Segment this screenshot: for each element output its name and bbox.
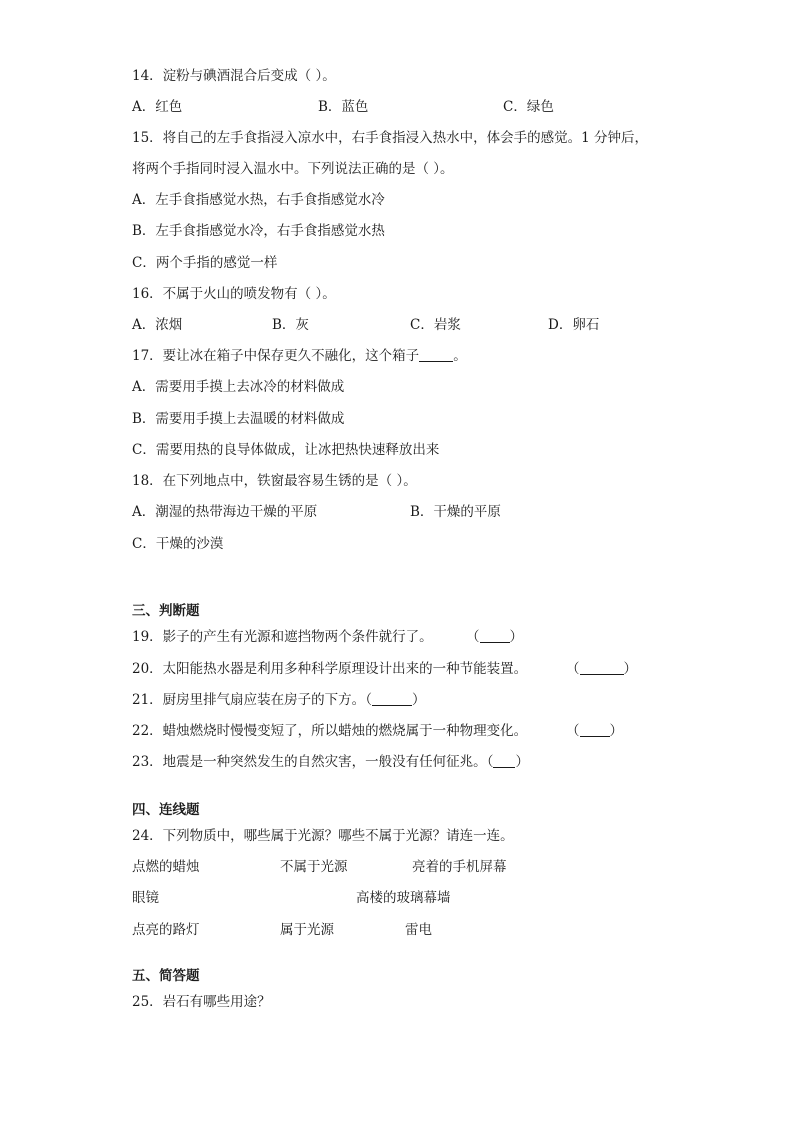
question-16-stem: 16．不属于火山的喷发物有（ ）。: [132, 286, 336, 302]
match-category[interactable]: 不属于光源: [280, 859, 348, 875]
match-item[interactable]: 点亮的路灯: [132, 922, 200, 938]
question-17-stem: 17．要让冰在箱子中保存更久不融化，这个箱子: [132, 348, 420, 364]
question-16-option-d: D．卵石: [548, 317, 600, 333]
match-item[interactable]: 高楼的玻璃幕墙: [356, 890, 451, 906]
question-15-option-b: B．左手食指感觉水冷，右手食指感觉水热: [132, 223, 385, 239]
question-15-option-c: C．两个手指的感觉一样: [132, 255, 278, 271]
section-title-judgment: 三、判断题: [132, 603, 200, 619]
question-15-stem-line1: 15．将自己的左手食指浸入凉水中，右手食指浸入热水中，体会手的感觉。1 分钟后，: [132, 130, 649, 146]
match-item[interactable]: 点燃的蜡烛: [132, 859, 200, 875]
question-19-answer: （ ）: [466, 629, 523, 645]
question-17-stem-end: 。: [453, 348, 467, 364]
question-23-line: 23．地震是一种突然发生的自然灾害，一般没有任何征兆。（ ）: [132, 754, 529, 770]
answer-blank[interactable]: [480, 628, 510, 643]
answer-blank[interactable]: [580, 660, 624, 675]
question-19-stem: 19．影子的产生有光源和遮挡物两个条件就行了。: [132, 629, 433, 645]
question-20-stem: 20．太阳能热水器是利用多种科学原理设计出来的一种节能装置。: [132, 661, 528, 677]
question-24-stem: 24．下列物质中，哪些属于光源？哪些不属于光源？请连一连。: [132, 828, 514, 844]
answer-blank[interactable]: [580, 722, 610, 737]
question-17-option-a: A．需要用手摸上去冰冷的材料做成: [132, 379, 345, 395]
question-18-option-a: A．潮湿的热带海边干燥的平原: [132, 504, 318, 520]
question-18-stem: 18．在下列地点中，铁窗最容易生锈的是（ ）。: [132, 473, 417, 489]
question-16-option-b: B．灰: [272, 317, 309, 333]
section-title-short-answer: 五、简答题: [132, 968, 200, 984]
question-21-stem: 21．厨房里排气扇应装在房子的下方。: [132, 692, 366, 708]
question-23-stem: 23．地震是一种突然发生的自然灾害，一般没有任何征兆。: [132, 754, 487, 770]
question-15-option-a: A．左手食指感觉水热，右手食指感觉水冷: [132, 192, 385, 208]
question-17-option-b: B．需要用手摸上去温暖的材料做成: [132, 411, 345, 427]
match-item[interactable]: 雷电: [405, 922, 432, 938]
question-25-stem: 25．岩石有哪些用途？: [132, 994, 271, 1010]
answer-blank[interactable]: [419, 347, 453, 362]
question-18-option-b: B．干燥的平原: [410, 504, 501, 520]
question-20-answer: （ ）: [566, 661, 637, 677]
question-14-option-b: B．蓝色: [318, 99, 369, 115]
section-title-matching: 四、连线题: [132, 802, 200, 818]
question-16-option-c: C．岩浆: [410, 317, 461, 333]
question-14-option-c: C．绿色: [503, 99, 554, 115]
match-item[interactable]: 眼镜: [132, 890, 159, 906]
question-17-stem-line: [132, 346, 467, 366]
match-category[interactable]: 属于光源: [280, 922, 334, 938]
question-17-option-c: C．需要用热的良导体做成，让冰把热快速释放出来: [132, 442, 440, 458]
question-18-option-c: C．干燥的沙漠: [132, 536, 224, 552]
answer-blank[interactable]: [372, 691, 412, 706]
question-16-option-a: A．浓烟: [132, 317, 183, 333]
question-21-line: 21．厨房里排气扇应装在房子的下方。（ ）: [132, 692, 426, 708]
question-14-option-a: A．红色: [132, 99, 183, 115]
question-22-answer: （ ）: [566, 723, 623, 739]
question-15-stem-line2: 将两个手指同时浸入温水中。下列说法正确的是（ ）。: [132, 161, 454, 177]
question-22-stem: 22．蜡烛燃烧时慢慢变短了，所以蜡烛的燃烧属于一种物理变化。: [132, 723, 528, 739]
match-item[interactable]: 亮着的手机屏幕: [412, 859, 507, 875]
question-14-stem: 14．淀粉与碘酒混合后变成（ ）。: [132, 68, 336, 84]
answer-blank[interactable]: [493, 753, 515, 768]
